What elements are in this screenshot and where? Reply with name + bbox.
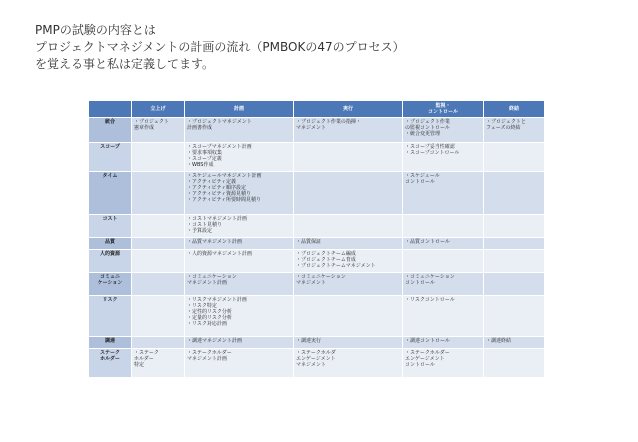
process-item: ・リスクマネジメント計画: [187, 297, 247, 303]
process-item: ・スコープコントロール: [405, 150, 460, 156]
table-cell: [185, 172, 293, 214]
column-header: [89, 101, 131, 117]
table-cell: [132, 118, 184, 142]
process-item: ・プロジェクトマネジメント: [187, 119, 252, 125]
table-cell: [484, 273, 544, 295]
table-cell: [185, 143, 293, 171]
process-item: ・定量的リスク分析: [187, 315, 232, 321]
table-cell: [294, 143, 402, 171]
table-cell: [185, 118, 293, 142]
process-item: ・予算設定: [187, 228, 213, 234]
table-cell: [132, 215, 184, 237]
column-header: 終結: [484, 101, 544, 117]
process-item: 計画書作成: [187, 125, 213, 131]
process-item: コントロール: [405, 362, 435, 368]
row-label: 統合: [89, 118, 131, 142]
table-cell: [294, 172, 402, 214]
column-header: 計画: [185, 101, 293, 117]
table-cell: [403, 118, 483, 142]
process-item: ・リスク特定: [187, 303, 217, 309]
table-cell: [185, 337, 293, 348]
table-cell: [294, 296, 402, 336]
table-cell: [185, 349, 293, 377]
table-row: [89, 172, 544, 214]
table-header-row: [89, 101, 544, 117]
column-header: 立上げ: [132, 101, 184, 117]
table-cell: [185, 238, 293, 249]
row-label: コミュニ ケーション: [89, 273, 131, 295]
table-cell: [403, 250, 483, 272]
table-cell: [132, 349, 184, 377]
process-item: エンゲージメント: [296, 356, 336, 362]
table-cell: [484, 143, 544, 171]
table-cell: [132, 238, 184, 249]
process-table-image: [88, 100, 544, 401]
table-cell: [403, 172, 483, 214]
process-item: ・品質コントロール: [405, 239, 450, 245]
row-label: 調達: [89, 337, 131, 348]
intro-line-2: プロジェクトマネジメントの計画の流れ（PMBOKの47のプロセス）: [35, 40, 405, 54]
process-item: ・アクティビティ所要時間見積り: [187, 197, 262, 203]
process-item: ・コスト見積り: [187, 222, 223, 228]
process-item: ・プロジェクト作業: [405, 119, 450, 125]
intro-line-1: PMPの試験の内容とは: [35, 23, 156, 37]
process-item: マネジメント: [296, 280, 326, 286]
process-item: ・スコープ定義: [187, 156, 222, 162]
table-cell: [185, 215, 293, 237]
process-item: ・プロジェクト作業の指揮・: [296, 119, 361, 125]
table-cell: [403, 238, 483, 249]
table-cell: [185, 273, 293, 295]
table-cell: [484, 172, 544, 214]
table-cell: [294, 215, 402, 237]
process-item: 特定: [134, 362, 145, 368]
process-item: ・プロジェクトと: [486, 119, 526, 125]
process-item: ・プロジェクトチーム編成: [296, 251, 356, 257]
process-table: [88, 100, 545, 378]
column-header: 実行: [294, 101, 402, 117]
table-cell: [185, 296, 293, 336]
process-item: ・スケジュール: [405, 173, 440, 179]
process-item: マネジメント: [296, 362, 326, 368]
table-cell: [294, 337, 402, 348]
process-item: ・コストマネジメント計画: [187, 216, 247, 222]
process-item: ホルダー: [134, 356, 154, 362]
process-item: ・調達終結: [486, 338, 512, 344]
table-cell: [132, 296, 184, 336]
process-item: ・コミュニケーション: [405, 274, 455, 280]
table-body: [89, 118, 544, 377]
process-item: ・調達マネジメント計画: [187, 338, 242, 344]
table-cell: [403, 349, 483, 377]
table-cell: [294, 273, 402, 295]
process-item: ・ステークホルダ: [296, 350, 336, 356]
row-label: スコープ: [89, 143, 131, 171]
table-cell: [294, 118, 402, 142]
process-item: ・スケジュールマネジメント計画: [187, 173, 262, 179]
table-cell: [484, 337, 544, 348]
row-label: 人的資源: [89, 250, 131, 272]
process-item: マネジメント: [296, 125, 326, 131]
table-cell: [132, 143, 184, 171]
process-item: ・アクティビティ資源見積り: [187, 191, 252, 197]
process-item: ・コミュニケーション: [187, 274, 237, 280]
table-row: [89, 250, 544, 272]
column-header: 監視・ コントロール: [403, 101, 483, 117]
table-cell: [132, 172, 184, 214]
process-item: ・スコープマネジメント計画: [187, 144, 252, 150]
table-row: [89, 349, 544, 377]
process-item: ・アクティビティ定義: [187, 179, 237, 185]
process-item: ・アクティビティ順序設定: [187, 185, 247, 191]
table-cell: [132, 337, 184, 348]
table-cell: [403, 337, 483, 348]
row-label: リスク: [89, 296, 131, 336]
process-item: マネジメント計画: [187, 356, 227, 362]
table-cell: [294, 238, 402, 249]
process-item: ・スコープ妥当性確認: [405, 144, 455, 150]
process-item: ・要求事項収集: [187, 150, 223, 156]
process-item: エンゲージメント: [405, 356, 445, 362]
process-item: コントロール: [405, 280, 435, 286]
table-cell: [484, 215, 544, 237]
process-item: ・ステークホルダー: [187, 350, 232, 356]
intro-line-3: を覚える事と私は定義してます。: [35, 57, 215, 71]
table-cell: [403, 273, 483, 295]
row-label: ステーク ホルダー: [89, 349, 131, 377]
process-item: ・コミュニケーション: [296, 274, 346, 280]
table-cell: [403, 143, 483, 171]
process-item: ・プロジェクトチーム育成: [296, 257, 356, 263]
process-item: ・ステーク: [134, 350, 159, 356]
table-cell: [484, 238, 544, 249]
process-item: ・統合変更管理: [405, 131, 441, 137]
table-cell: [484, 296, 544, 336]
table-cell: [132, 250, 184, 272]
process-item: フェーズの終結: [486, 125, 521, 131]
table-cell: [403, 296, 483, 336]
process-item: ・定性的リスク分析: [187, 309, 232, 315]
process-item: ・WBS作成: [187, 162, 214, 168]
table-cell: [484, 118, 544, 142]
process-item: ・プロジェクト: [134, 119, 169, 125]
process-item: ・調達実行: [296, 338, 322, 344]
process-item: ・調達コントロール: [405, 338, 450, 344]
table-row: [89, 215, 544, 237]
row-label: タイム: [89, 172, 131, 214]
process-item: ・品質保証: [296, 239, 322, 245]
process-item: の監視コントロール: [405, 125, 450, 131]
process-item: コントロール: [405, 179, 435, 185]
row-label: コスト: [89, 215, 131, 237]
intro-text: [35, 22, 595, 73]
table-cell: [294, 250, 402, 272]
process-item: マネジメント計画: [187, 280, 227, 286]
process-item: ・品質マネジメント計画: [187, 239, 242, 245]
table-cell: [403, 215, 483, 237]
table-row: [89, 273, 544, 295]
process-item: ・人的資源マネジメント計画: [187, 251, 252, 257]
process-item: 憲章作成: [134, 125, 155, 131]
table-cell: [484, 250, 544, 272]
process-item: ・プロジェクトチームマネジメント: [296, 263, 376, 269]
process-item: ・リスク対応計画: [187, 321, 227, 327]
table-row: [89, 337, 544, 348]
process-item: ・リスクコントロール: [405, 297, 455, 303]
table-cell: [132, 273, 184, 295]
row-label: 品質: [89, 238, 131, 249]
table-row: [89, 118, 544, 142]
process-item: ・ステークホルダー: [405, 350, 450, 356]
table-cell: [484, 349, 544, 377]
table-row: [89, 143, 544, 171]
table-row: [89, 238, 544, 249]
table-cell: [185, 250, 293, 272]
table-cell: [294, 349, 402, 377]
table-row: [89, 296, 544, 336]
